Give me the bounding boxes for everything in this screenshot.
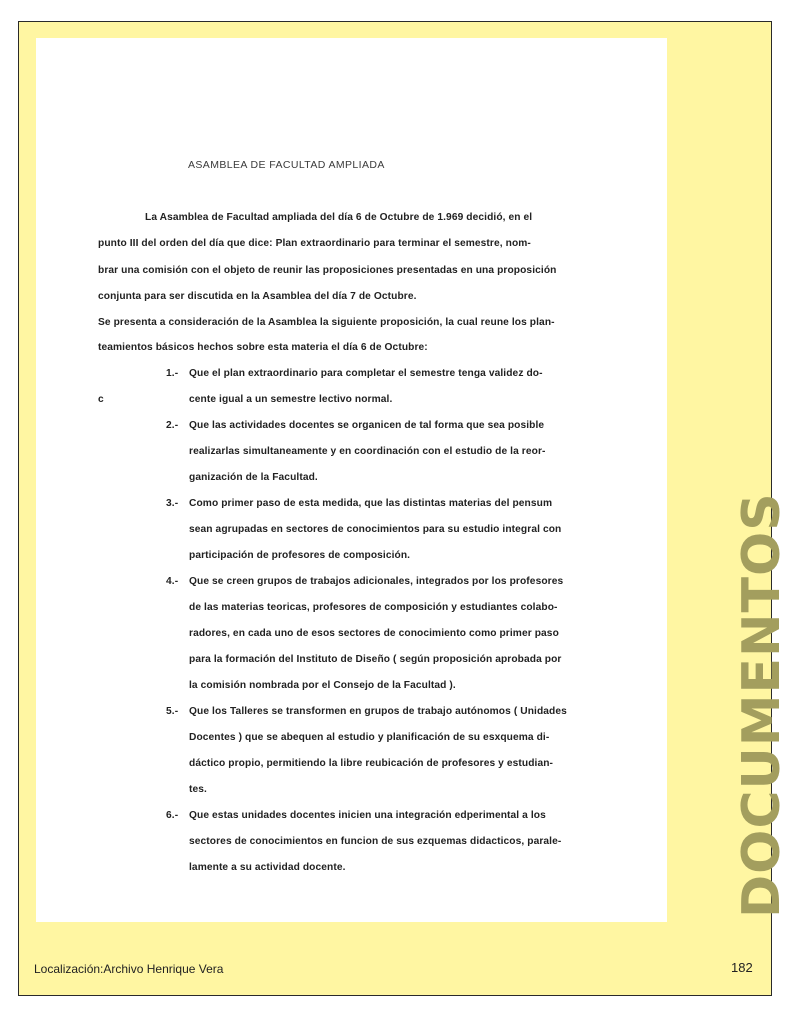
presentation-line: Se presenta a consideración de la Asamblea la siguiente proposición, la cual reune los plan-: [98, 317, 555, 328]
intro-line: punto III del orden del día que dice: Plan extraordinario para terminar el semestre, nom-: [98, 238, 531, 249]
stray-mark: c: [98, 394, 104, 405]
page-number: 182: [731, 960, 753, 975]
item-line: la comisión nombrada por el Consejo de la Facultad ).: [189, 680, 456, 691]
intro-line: La Asamblea de Facultad ampliada del día 6 de Octubre de 1.969 decidió, en el: [145, 212, 533, 223]
section-title-vertical: DOCUMENTOS: [732, 492, 792, 918]
item-line: Que estas unidades docentes inicien una integración edperimental a los: [189, 810, 546, 821]
item-line: para la formación del Instituto de Diseño ( según proposición aprobada por: [189, 654, 562, 665]
item-line: lamente a su actividad docente.: [189, 862, 346, 873]
item-number: 1.-: [166, 368, 179, 379]
item-line: radores, en cada uno de esos sectores de conocimiento como primer paso: [189, 628, 559, 639]
item-line: dáctico propio, permitiendo la libre reubicación de profesores y estudian-: [189, 758, 554, 769]
presentation-line: teamientos básicos hechos sobre esta materia el día 6 de Octubre:: [98, 342, 428, 353]
item-line: de las materias teoricas, profesores de composición y estudiantes colabo-: [189, 602, 558, 613]
intro-line: brar una comisión con el objeto de reunir las proposiciones presentadas en una proposición: [98, 265, 557, 276]
item-number: 3.-: [166, 498, 179, 509]
item-line: sean agrupadas en sectores de conocimientos para su estudio integral con: [189, 524, 562, 535]
item-line: Docentes ) que se abequen al estudio y planificación de su esxquema di-: [189, 732, 550, 743]
item-line: Que las actividades docentes se organicen de tal forma que sea posible: [189, 420, 545, 431]
item-number: 2.-: [166, 420, 179, 431]
item-number: 6.-: [166, 810, 179, 821]
item-line: Que el plan extraordinario para completar el semestre tenga validez do-: [189, 368, 543, 379]
item-line: realizarlas simultaneamente y en coordinación con el estudio de la reor-: [189, 446, 546, 457]
item-number: 4.-: [166, 576, 179, 587]
item-line: sectores de conocimientos en funcion de sus ezquemas didacticos, parale-: [189, 836, 562, 847]
item-number: 5.-: [166, 706, 179, 717]
intro-line: conjunta para ser discutida en la Asamblea del día 7 de Octubre.: [98, 291, 417, 302]
document-title: ASAMBLEA DE FACULTAD AMPLIADA: [188, 159, 385, 171]
item-line: tes.: [189, 784, 207, 795]
footer-location: Localización:Archivo Henrique Vera: [34, 962, 224, 976]
item-line: Que se creen grupos de trabajos adicionales, integrados por los profesores: [189, 576, 564, 587]
item-line: participación de profesores de composición.: [189, 550, 411, 561]
item-line: Que los Talleres se transformen en grupos de trabajo autónomos ( Unidades: [189, 706, 567, 717]
item-line: ganización de la Facultad.: [189, 472, 318, 483]
item-line: cente igual a un semestre lectivo normal.: [189, 394, 393, 405]
item-line: Como primer paso de esta medida, que las distintas materias del pensum: [189, 498, 553, 509]
